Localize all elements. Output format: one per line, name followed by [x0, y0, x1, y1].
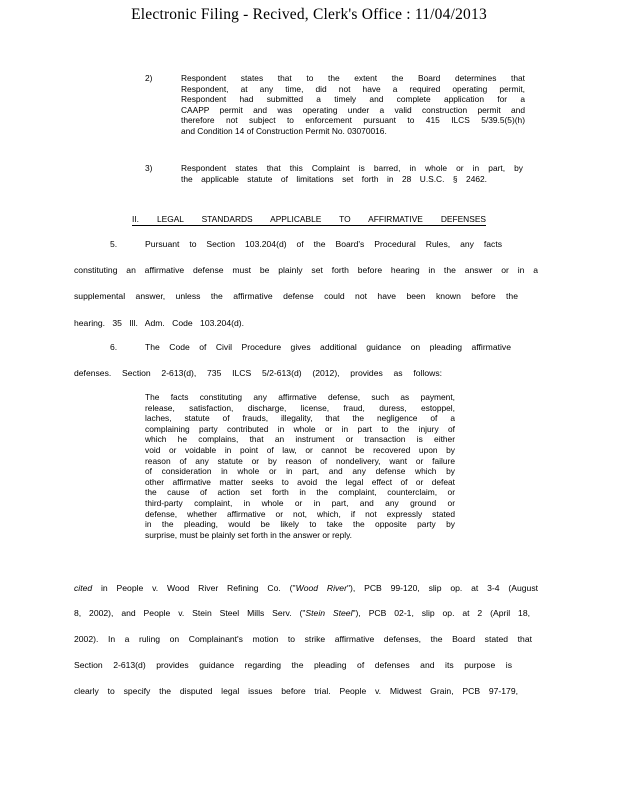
quote-line: of consideration in whole or in part, and any defense which by: [145, 466, 455, 477]
citation-line: 2002). In a ruling on Complainant's motion to strike affirmative defenses, the Board stated that: [74, 634, 532, 644]
text-span: 8, 2002), and People v. Stein Steel Mills Serv. (": [74, 608, 306, 618]
quote-line: The facts constituting any affirmative defense, such as payment,: [145, 392, 455, 402]
quote-line: complaining party contributed in whole or in part to the injury of: [145, 423, 455, 434]
quote-line: which he complains, that an instrument or transaction is either: [145, 434, 455, 445]
text-line: CAAPP permit and was operating under a valid construction permit and: [181, 104, 525, 115]
text-span: "), PCB 99-120, slip op. at 3-4 (August: [346, 583, 538, 593]
text-line: Respondent states that this Complaint is barred, in whole or in part, by: [181, 163, 523, 173]
quote-line: defense, whether affirmative or not, which, if not expressly stated: [145, 508, 455, 519]
text-span: "), PCB 02-1, slip op. at 2 (April 18,: [352, 608, 530, 618]
quote-line: release, satisfaction, discharge, license, fraud, duress, estoppel,: [145, 402, 455, 413]
paragraph-line: supplemental answer, unless the affirmative defense could not have been known before the: [74, 291, 518, 301]
text-line: and Condition 14 of Construction Permit No. 03070016.: [181, 125, 387, 136]
citation-line: clearly to specify the disputed legal issues before trial. People v. Midwest Grain, PCB 97-179,: [74, 686, 518, 696]
block-quote: [145, 392, 455, 540]
list-item-text: [181, 73, 525, 137]
section-heading: II. LEGAL STANDARDS APPLICABLE TO AFFIRMATIVE DEFENSES: [132, 214, 486, 224]
paragraph-line: The Code of Civil Procedure gives additional guidance on pleading affirmative: [145, 342, 511, 352]
text-line: Respondent had submitted a timely and complete application for a: [181, 94, 525, 105]
quote-line: surprise, must be plainly set forth in the answer or reply.: [145, 529, 352, 540]
quote-line: in the pleading, would be likely to take the opposite party by: [145, 519, 455, 530]
text-line: therefore not subject to enforcement pursuant to 415 ILCS 5/39.5(5)(h): [181, 115, 525, 126]
citation-line: [74, 608, 530, 618]
paragraph-line: hearing. 35 Ill. Adm. Code 103.204(d).: [74, 318, 244, 328]
italic-case-name: Wood River: [295, 583, 347, 593]
text-line: Respondent states that to the extent the Board determines that: [181, 73, 525, 83]
citation-line: Section 2-613(d) provides guidance regarding the pleading of defenses and its purpose is: [74, 660, 512, 670]
italic-case-name: Stein Steel: [305, 608, 353, 618]
quote-line: third-party complaint, in whole or in part, and any ground or: [145, 497, 455, 508]
quote-line: the cause of action set forth in the complaint, counterclaim, or: [145, 487, 455, 498]
paragraph-number: 6.: [110, 342, 118, 352]
citation-line: [74, 583, 538, 593]
quote-line: reason of any statute or by reason of nondelivery, want or failure: [145, 455, 455, 466]
list-item-text: [181, 163, 523, 184]
text-line: the applicable statute of limitations set forth in 28 U.S.C. § 2462.: [181, 173, 487, 184]
quote-line: other affirmative matter seeks to avoid the legal effect of or defeat: [145, 476, 455, 487]
quote-line: laches, statute of frauds, illegality, that the negligence of a: [145, 413, 455, 424]
list-item-number: 3): [145, 163, 153, 173]
paragraph-line: defenses. Section 2-613(d), 735 ILCS 5/2-613(d) (2012), provides as follows:: [74, 368, 442, 378]
text-span: in People v. Wood River Refining Co. (": [92, 583, 296, 593]
electronic-filing-header: Electronic Filing - Recived, Clerk's Office : 11/04/2013: [131, 6, 487, 23]
quote-line: void or voidable in point of law, or cannot be recovered upon by: [145, 444, 455, 455]
paragraph-number: 5.: [110, 239, 118, 249]
text-line: Respondent, at any time, did not have a required operating permit,: [181, 83, 525, 94]
italic-text: cited: [74, 583, 93, 593]
list-item-number: 2): [145, 73, 153, 83]
paragraph-line: constituting an affirmative defense must be plainly set forth before hearing in the answer or in a: [74, 265, 538, 275]
paragraph-line: Pursuant to Section 103.204(d) of the Board's Procedural Rules, any facts: [145, 239, 502, 249]
